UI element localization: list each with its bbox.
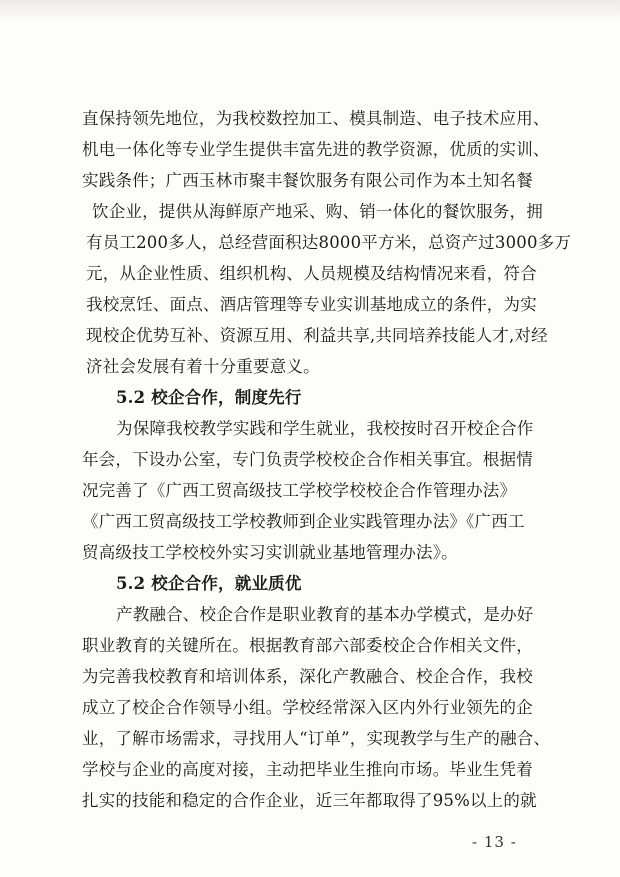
paragraph-line: 产教融合、校企合作是职业教育的基本办学模式，是办好	[116, 605, 534, 624]
section-heading-system: 5.2 校企合作，制度先行	[116, 388, 302, 407]
body-text	[82, 103, 572, 816]
paragraph-line: 为保障我校教学实践和学生就业，我校按时召开校企合作	[116, 419, 534, 438]
paragraph-line: 机电一体化等专业学生提供丰富先进的教学资源，优质的实训、	[82, 140, 550, 159]
scan-top-edge	[0, 0, 620, 22]
paragraph-line: 济社会发展有着十分重要意义。	[86, 357, 320, 376]
paragraph-line: 现校企优势互补、资源互用、利益共享,共同培养技能人才,对经	[86, 326, 548, 345]
paragraph-line: 元，从企业性质、组织机构、人员规模及结构情况来看，符合	[86, 264, 537, 283]
paragraph-line: 职业教育的关键所在。根据教育部六部委校企合作相关文件，	[82, 636, 533, 655]
paragraph-line: 贸高级技工学校校外实习实训就业基地管理办法》。	[82, 543, 458, 562]
paragraph-line: 扎实的技能和稳定的合作企业，近三年都取得了95%以上的就	[82, 791, 537, 810]
paragraph-line: 《广西工贸高级技工学校教师到企业实践管理办法》《广西工	[82, 512, 525, 531]
paragraph-line: 成立了校企合作领导小组。学校经常深入区内外行业领先的企	[82, 698, 533, 717]
section-heading-employment: 5.2 校企合作，就业质优	[116, 574, 302, 593]
paragraph-line: 我校烹饪、面点、酒店管理等专业实训基地成立的条件，为实	[86, 295, 537, 314]
paragraph-line: 饮企业，提供从海鲜原产地采、购、销一体化的餐饮服务，拥	[92, 202, 543, 221]
paragraph-line: 直保持领先地位，为我校数控加工、模具制造、电子技术应用、	[82, 109, 550, 128]
paragraph-line: 为完善我校教育和培训体系，深化产教融合、校企合作，我校	[82, 667, 533, 686]
paragraph-line: 有员工200多人，总经营面积达8000平方米，总资产过3000多万	[86, 233, 572, 252]
paragraph-line: 况完善了《广西工贸高级技工学校学校校企合作管理办法》	[82, 481, 517, 500]
paragraph-line: 年会，下设办公室，专门负责学校校企合作相关事宜。根据情	[82, 450, 533, 469]
paragraph-line: 业，了解市场需求，寻找用人“订单”，实现教学与生产的融合、	[82, 729, 551, 748]
paragraph-line: 实践条件；广西玉林市聚丰餐饮服务有限公司作为本土知名餐	[82, 171, 533, 190]
page-number: - 13 -	[472, 833, 517, 851]
paragraph-line: 学校与企业的高度对接，主动把毕业生推向市场。毕业生凭着	[82, 760, 533, 779]
